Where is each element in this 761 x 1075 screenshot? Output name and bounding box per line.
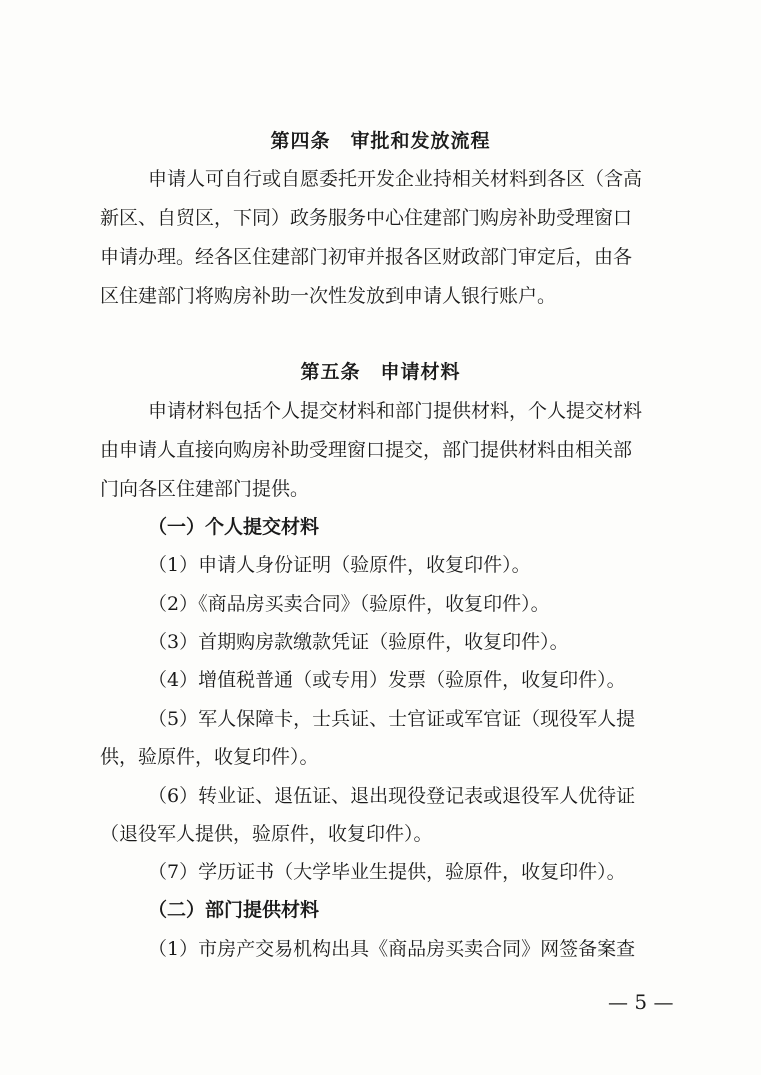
page-number: — 5 — [608,990,674,1014]
paragraph-line: 门向各区住建部门提供。 [100,478,310,500]
paragraph-line: 区住建部门将购房补助一次性发放到申请人银行账户。 [100,285,557,307]
list-item: （4）增值税普通（或专用）发票（验原件，收复印件）。 [148,669,626,691]
paragraph-line: 由申请人直接向购房补助受理窗口提交，部门提供材料由相关部 [100,439,633,461]
list-item-continued: （退役军人提供，验原件，收复印件）。 [100,823,433,845]
list-item: （5）军人保障卡，士兵证、士官证或军官证（现役军人提 [148,708,636,730]
paragraph-line: 申请人可自行或自愿委托开发企业持相关材料到各区（含高 [148,168,643,190]
list-item: （3）首期购房款缴款凭证（验原件，收复印件）。 [148,631,569,653]
paragraph-line: 申请办理。经各区住建部门初审并报各区财政部门审定后，由各 [100,246,633,268]
section-4-heading: 第四条 审批和发放流程 [270,130,491,152]
paragraph-line: 申请材料包括个人提交材料和部门提供材料，个人提交材料 [148,400,643,422]
subheading-personal-materials: （一）个人提交材料 [148,516,320,538]
list-item: （1）申请人身份证明（验原件，收复印件）。 [148,554,531,576]
list-item-continued: 供，验原件，收复印件）。 [100,746,319,768]
list-item: （6）转业证、退伍证、退出现役登记表或退役军人优待证 [148,785,636,807]
paragraph-line: 新区、自贸区，下同）政务服务中心住建部门购房补助受理窗口 [100,207,633,229]
subheading-department-materials: （二）部门提供材料 [148,899,320,921]
list-item: （2）《商品房买卖合同》（验原件，收复印件）。 [148,593,550,615]
list-item: （7）学历证书（大学毕业生提供，验原件，收复印件）。 [148,861,626,883]
section-5-heading: 第五条 申请材料 [300,361,461,383]
list-item: （1）市房产交易机构出具《商品房买卖合同》网签备案查 [148,938,636,960]
